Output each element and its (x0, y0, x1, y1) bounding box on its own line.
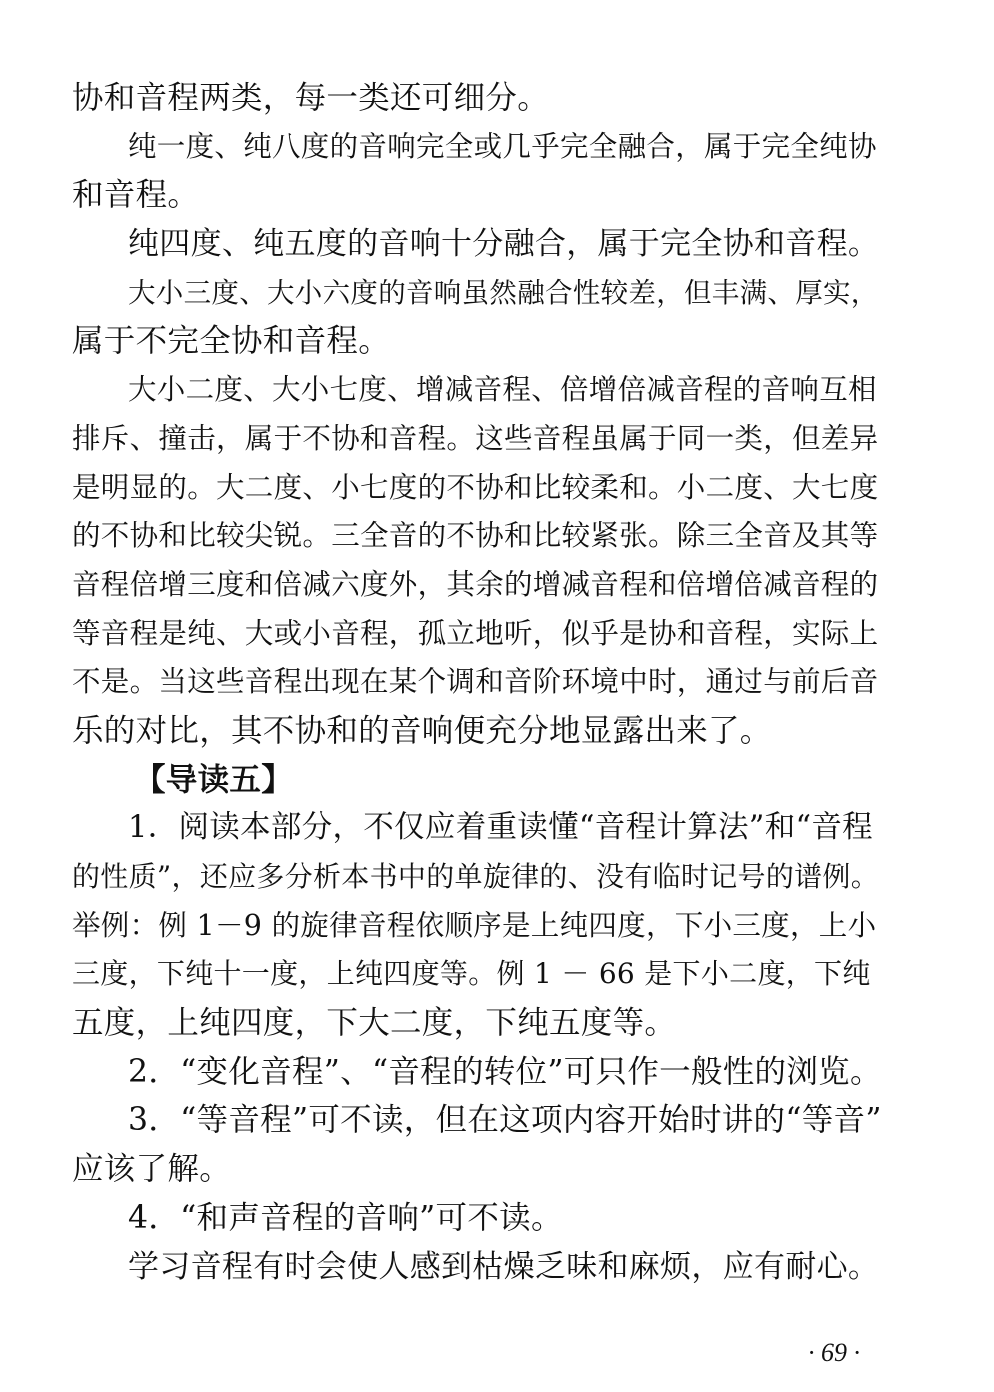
text-line: 不是。当这些音程出现在某个调和音阶环境中时，通过与前后音 (72, 665, 879, 699)
text-line: 乐的对比，其不协和的音响便充分地显露出来了。 (72, 712, 772, 749)
text-line: 应该了解。 (72, 1151, 232, 1188)
text-line: 举例：例 1－9 的旋律音程依顺序是上纯四度，下小三度，上小 (72, 908, 877, 942)
page-body-text (72, 74, 884, 1291)
section-heading: 【导读五】 (134, 761, 294, 798)
text-line: 和音程。 (72, 177, 200, 214)
text-line: 属于不完全协和音程。 (72, 323, 391, 360)
text-line: 纯四度、纯五度的音响十分融合，属于完全协和音程。 (128, 226, 880, 263)
page-number: · 69 · (808, 1338, 860, 1367)
text-line: 排斥、撞击，属于不协和音程。这些音程虽属于同一类，但差异 (72, 421, 879, 455)
text-line: 五度，上纯四度，下大二度，下纯五度等。 (72, 1005, 677, 1042)
text-line: 音程倍增三度和倍减六度外，其余的增减音程和倍增倍减音程的 (72, 567, 879, 601)
text-line: 等音程是纯、大或小音程，孤立地听，似乎是协和音程，实际上 (72, 616, 879, 650)
text-line: 三度，下纯十一度，上纯四度等。例 1 － 66 是下小二度，下纯 (72, 957, 871, 991)
text-line: 1．阅读本部分，不仅应着重读懂“音程计算法”和“音程 (128, 810, 873, 846)
text-line: 4．“和声音程的音响”可不读。 (128, 1199, 563, 1236)
text-line: 的不协和比较尖锐。三全音的不协和比较紧张。除三全音及其等 (72, 519, 879, 553)
text-line: 协和音程两类，每一类还可细分。 (72, 80, 550, 116)
text-line: 的性质”，还应多分析本书中的单旋律的、没有临时记号的谱例。 (72, 860, 880, 893)
text-line: 纯一度、纯八度的音响完全或几乎完全融合，属于完全纯协 (128, 129, 877, 163)
text-line: 大小二度、大小七度、增减音程、倍增倍减音程的音响互相 (128, 373, 877, 407)
text-line: 学习音程有时会使人感到枯燥乏味和麻烦，应有耐心。 (128, 1248, 880, 1285)
text-line: 2．“变化音程”、“音程的转位”可只作一般性的浏览。 (128, 1053, 882, 1090)
text-line: 大小三度、大小六度的音响虽然融合性较差，但丰满、厚实， (128, 276, 879, 309)
text-line: 3．“等音程”可不读，但在这项内容开始时讲的“等音” (128, 1102, 882, 1139)
text-line: 是明显的。大二度、小七度的不协和比较柔和。小二度、大七度 (72, 470, 879, 504)
